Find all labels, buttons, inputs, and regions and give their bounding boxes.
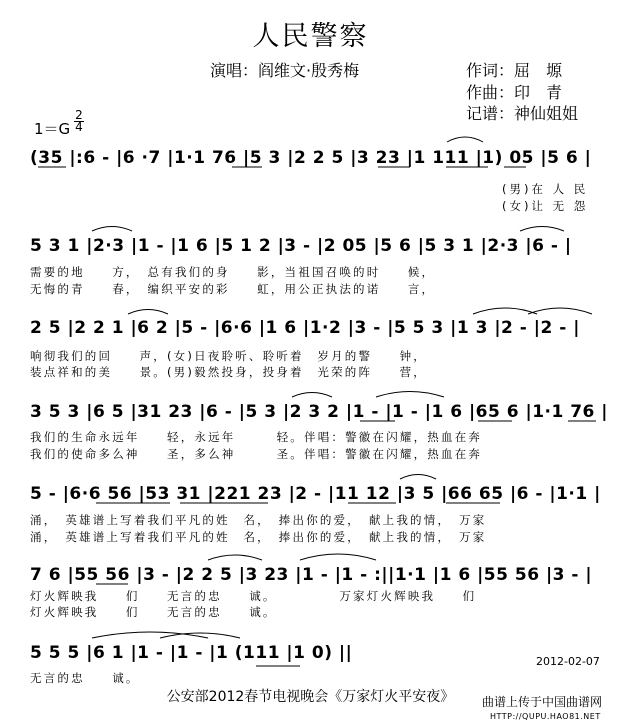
- transcriber-credit: 记谱：神仙姐姐: [466, 104, 579, 123]
- lyric-line-2a: 需要的地 方， 总有我们的身 影，当祖国召唤的时 候，: [30, 265, 436, 279]
- slur-arc: [292, 393, 332, 398]
- notation-line-4: 3 5 3 |6 5 |31 23 |6 - |5 3 |2 3 2 |1 - |1 - |1 6 |65 6 |1·1 76 |: [30, 402, 609, 422]
- slur-arc: [128, 310, 168, 315]
- slur-arc: [300, 554, 376, 560]
- slur-arc: [376, 392, 444, 398]
- slur-arc: [447, 137, 483, 142]
- notation-line-2: 5 3 1 |2·3 |1 - |1 6 |5 1 2 |3 - |2 05 |5 6 |5 3 1 |2·3 |6 - |: [30, 236, 572, 256]
- watermark-url: HTTP://QUPU.HAO81.NET: [490, 712, 601, 721]
- lyric-line-1b: (女)让 无 怨: [502, 199, 589, 213]
- time-signature-top: 2: [75, 108, 83, 122]
- notation-line-1: (35 |:6 - |6 ·7 |1·1 76 |5 3 |2 2 5 |3 23 |1 111 |1) 05 |5 6 |: [30, 148, 592, 168]
- lyric-line-5a: 涌， 英雄谱上写着我们平凡的姓 名， 捧出你的爱， 献上我的情， 万家: [30, 513, 487, 527]
- notation-line-7: 5 5 5 |6 1 |1 - |1 - |1 (111 |1 0) ||: [30, 643, 353, 663]
- watermark-text: 曲谱上传于中国曲谱网: [482, 695, 603, 709]
- key-signature: 1＝G: [34, 120, 71, 138]
- lyric-line-2b: 无悔的青 春， 编织平安的彩 虹，用公正执法的诺 言，: [30, 282, 436, 296]
- notation-line-3: 2 5 |2 2 1 |6 2 |5 - |6·6 |1 6 |1·2 |3 - |5 5 3 |1 3 |2 - |2 - |: [30, 318, 580, 338]
- time-signature-bottom: 4: [75, 120, 83, 134]
- lyric-line-4b: 我们的使命多么神 圣，多么神 圣。伴唱：警徽在闪耀，热血在奔: [30, 447, 483, 461]
- composer-credit: 作曲：印 青: [466, 83, 563, 102]
- lyric-line-6b: 灯火辉映我 们 无言的忠 诚。: [30, 605, 277, 619]
- performer-credit: 演唱：阎维文·殷秀梅: [210, 61, 360, 80]
- slur-arc: [528, 308, 592, 314]
- slur-arc: [160, 633, 240, 638]
- notation-line-6: 7 6 |55 56 |3 - |2 2 5 |3 23 |1 - |1 - :||1·1 |1 6 |55 56 |3 - |: [30, 565, 593, 585]
- lyric-line-3a: 响彻我们的回 声，(女)日夜聆听、聆听着 岁月的警 钟，: [30, 349, 427, 363]
- notation-line-5: 5 - |6·6 56 |53 31 |221 23 |2 - |11 12 |3 5 |66 65 |6 - |1·1 |: [30, 484, 601, 504]
- lyric-line-7a: 无言的忠 诚。: [30, 671, 140, 685]
- date-stamp: 2012-02-07: [536, 655, 600, 668]
- lyric-line-4a: 我们的生命永远年 轻，永远年 轻。伴唱：警徽在闪耀，热血在奔: [30, 430, 483, 444]
- lyricist-credit: 作词：屈 塬: [466, 61, 563, 80]
- slur-arc: [92, 227, 132, 232]
- slur-arc: [473, 308, 537, 314]
- lyric-line-5b: 涌， 英雄谱上写着我们平凡的姓 名， 捧出你的爱， 献上我的情， 万家: [30, 530, 487, 544]
- slur-arc: [208, 555, 262, 560]
- slur-arc: [520, 227, 564, 232]
- lyric-line-6a: 灯火辉映我 们 无言的忠 诚。 万家灯火辉映我 们: [30, 589, 477, 603]
- lyric-line-3b: 装点祥和的美 景。(男)毅然投身，投身着 光荣的阵 营，: [30, 365, 427, 379]
- slur-arc: [400, 475, 436, 480]
- song-title: 人民警察: [252, 21, 369, 52]
- source-footer: 公安部2012春节电视晚会《万家灯火平安夜》: [166, 689, 455, 705]
- lyric-line-1a: (男)在 人 民: [502, 182, 589, 196]
